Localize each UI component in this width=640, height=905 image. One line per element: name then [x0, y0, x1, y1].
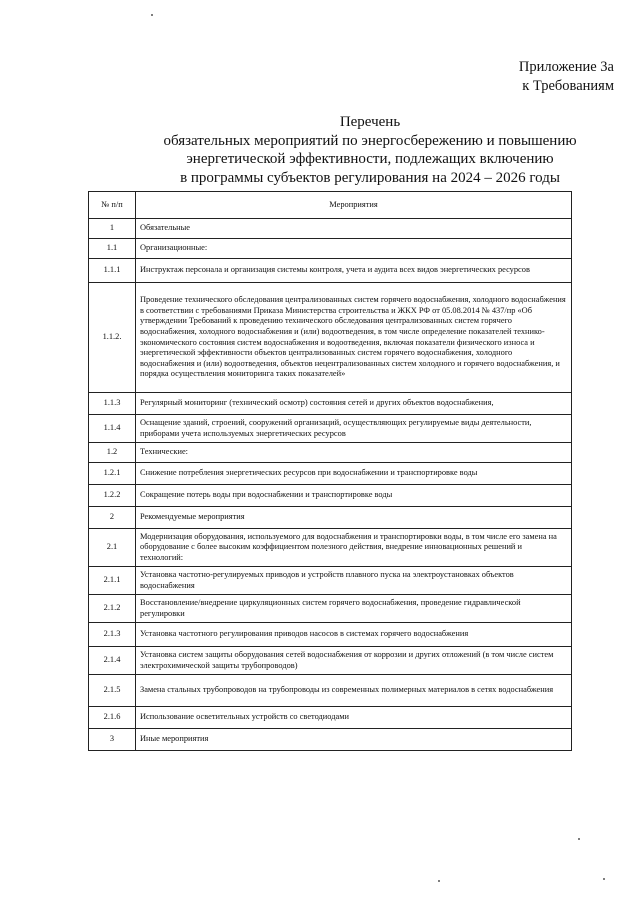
table-row: [89, 283, 572, 393]
row-number: 1.2: [89, 443, 136, 463]
measures-table: [88, 191, 572, 751]
row-measure: Снижение потребления энергетических ресурсов при водоснабжении и транспортировке воды: [136, 463, 572, 485]
header-number: № п/п: [89, 192, 136, 219]
table-row: [89, 259, 572, 283]
table-row: [89, 623, 572, 647]
table-row: [89, 729, 572, 751]
row-number: 1.1.2.: [89, 283, 136, 393]
row-number: 1.1: [89, 239, 136, 259]
table-row: [89, 707, 572, 729]
row-number: 3: [89, 729, 136, 751]
row-number: 2.1.5: [89, 675, 136, 707]
table-row: [89, 415, 572, 443]
row-measure: Рекомендуемые мероприятия: [136, 507, 572, 529]
scan-speck: [578, 838, 580, 840]
row-number: 1.2.2: [89, 485, 136, 507]
title-line-4: в программы субъектов регулирования на 2024 – 2026 годы: [180, 169, 560, 186]
table-row: [89, 567, 572, 595]
table-row: [89, 507, 572, 529]
row-number: 1.1.4: [89, 415, 136, 443]
row-number: 1.2.1: [89, 463, 136, 485]
row-measure: Иные мероприятия: [136, 729, 572, 751]
row-number: 2.1.2: [89, 595, 136, 623]
table-row: [89, 393, 572, 415]
row-measure: Регулярный мониторинг (технический осмотр) состояния сетей и других объектов водоснабжения,: [136, 393, 572, 415]
table-row: [89, 239, 572, 259]
row-number: 1.1.1: [89, 259, 136, 283]
row-measure: Модернизация оборудования, используемого для водоснабжения и транспортировки воды, в том числе его замена на оборудование с более высоким коэффициентом полезного действия, внедрение инновационных решений и технологий:: [136, 529, 572, 567]
scan-speck: [438, 880, 440, 882]
table-row: [89, 647, 572, 675]
row-measure: Установка систем защиты оборудования сетей водоснабжения от коррозии и других отложений (в том числе систем электрохимической защиты трубопроводов): [136, 647, 572, 675]
table-row: [89, 529, 572, 567]
row-number: 2.1: [89, 529, 136, 567]
scan-speck: [151, 14, 153, 16]
row-measure: Сокращение потерь воды при водоснабжении и транспортировке воды: [136, 485, 572, 507]
row-measure: Установка частотного регулирования приводов насосов в системах горячего водоснабжения: [136, 623, 572, 647]
row-measure: Замена стальных трубопроводов на трубопроводы из современных полимерных материалов в сетях водоснабжения: [136, 675, 572, 707]
row-measure: Организационные:: [136, 239, 572, 259]
row-measure: Оснащение зданий, строений, сооружений организаций, осуществляющих регулируемые виды деятельности, приборами учета используемых энергетических ресурсов: [136, 415, 572, 443]
table-row: [89, 675, 572, 707]
row-measure: Восстановление/внедрение циркуляционных систем горячего водоснабжения, проведение гидравлической регулировки: [136, 595, 572, 623]
row-measure: Проведение технического обследования централизованных систем горячего водоснабжения, холодного водоснабжения в соответствии с требованиями Приказа Министерства строительства и ЖКХ РФ от 05.08.2014 № 437/пр «Об утверждении Требований к проведению технического обследования централизованных систем горячего водоснабжения, холодного водоснабжения и (или) водоотведения, в том числе определение показателей технико-экономического состояния систем водоснабжения и водоотведения, включая показатели физического износа и энергетической эффективности объектов централизованных систем горячего водоснабжения, холодного водоснабжения и (или) водоотведения, объектов нецентрализованных систем холодного и горячего водоснабжения, и порядка осуществления мониторинга таких показателей»: [136, 283, 572, 393]
row-number: 2.1.1: [89, 567, 136, 595]
scan-speck: [603, 878, 605, 880]
title-line-2: обязательных мероприятий по энергосбережению и повышению: [163, 132, 577, 149]
row-number: 2.1.3: [89, 623, 136, 647]
document-title: [100, 113, 640, 187]
row-number: 2.1.6: [89, 707, 136, 729]
title-line-3: энергетической эффективности, подлежащих включению: [186, 151, 554, 167]
row-number: 1: [89, 219, 136, 239]
row-measure: Установка частотно-регулируемых приводов и устройств плавного пуска на электроустановках объектов водоснабжения: [136, 567, 572, 595]
table-row: [89, 595, 572, 623]
title-line-1: Перечень: [339, 114, 401, 130]
row-measure: Инструктаж персонала и организация системы контроля, учета и аудита всех видов энергетических ресурсов: [136, 259, 572, 283]
row-measure: Использование осветительных устройств со светодиодами: [136, 707, 572, 729]
appendix-label: [519, 58, 614, 96]
header-measures: Мероприятия: [136, 192, 572, 219]
row-measure: Обязательные: [136, 219, 572, 239]
row-number: 2.1.4: [89, 647, 136, 675]
table-row: [89, 463, 572, 485]
table-row: [89, 443, 572, 463]
appendix-line-1: Приложение 3а: [518, 59, 614, 75]
appendix-line-2: к Требованиям: [522, 78, 614, 94]
row-number: 1.1.3: [89, 393, 136, 415]
table-row: [89, 485, 572, 507]
table-header-row: [89, 192, 572, 219]
table-row: [89, 219, 572, 239]
row-measure: Технические:: [136, 443, 572, 463]
row-number: 2: [89, 507, 136, 529]
